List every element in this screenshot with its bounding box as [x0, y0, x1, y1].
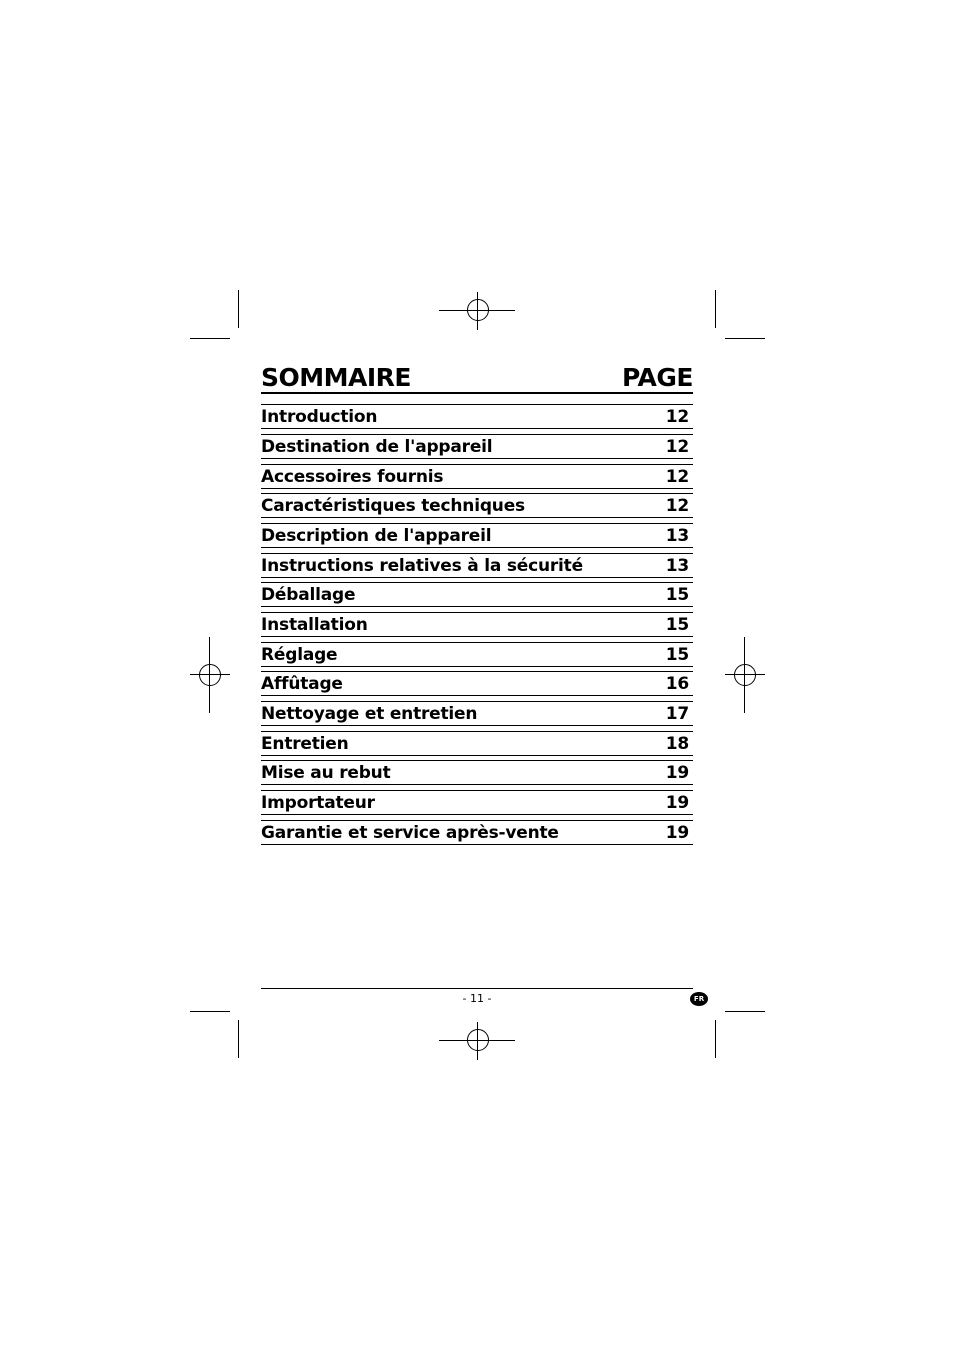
toc-title: Installation [261, 614, 368, 635]
registration-target-icon [199, 664, 221, 686]
toc-title: Entretien [261, 733, 349, 754]
toc-row[interactable] [261, 464, 693, 489]
toc-title: Nettoyage et entretien [261, 703, 478, 724]
registration-target-icon [467, 299, 489, 321]
toc-page: 12 [665, 436, 689, 457]
toc-row[interactable] [261, 434, 693, 459]
toc-page: 17 [665, 703, 689, 724]
toc-page: 12 [665, 495, 689, 516]
toc-row[interactable] [261, 523, 693, 548]
toc-page: 19 [665, 792, 689, 813]
registration-target-icon [734, 664, 756, 686]
toc-title: Garantie et service après-vente [261, 822, 559, 843]
toc-row[interactable] [261, 671, 693, 696]
heading-title: SOMMAIRE [261, 363, 411, 392]
toc-title: Affûtage [261, 673, 343, 694]
toc-page: 19 [665, 762, 689, 783]
toc-row[interactable] [261, 701, 693, 726]
toc-title: Déballage [261, 584, 356, 605]
toc-title: Accessoires fournis [261, 466, 444, 487]
toc-row[interactable] [261, 820, 693, 845]
toc-row[interactable] [261, 404, 693, 429]
toc-title: Introduction [261, 406, 378, 427]
toc-page: 12 [665, 406, 689, 427]
toc-title: Importateur [261, 792, 375, 813]
toc-page: 15 [665, 584, 689, 605]
toc-page: 12 [665, 466, 689, 487]
toc-row[interactable] [261, 731, 693, 756]
toc-page: 19 [665, 822, 689, 843]
toc-title: Réglage [261, 644, 338, 665]
toc-row[interactable] [261, 760, 693, 785]
toc-title: Mise au rebut [261, 762, 391, 783]
toc-row[interactable] [261, 612, 693, 637]
toc-row[interactable] [261, 790, 693, 815]
toc-page: 16 [665, 673, 689, 694]
toc-row[interactable] [261, 553, 693, 578]
toc-title: Caractéristiques techniques [261, 495, 525, 516]
registration-target-icon [467, 1029, 489, 1051]
toc-page: 18 [665, 733, 689, 754]
heading-page-label: PAGE [622, 363, 693, 392]
toc-title: Instructions relatives à la sécurité [261, 555, 583, 576]
toc-title: Description de l'appareil [261, 525, 492, 546]
toc-row[interactable] [261, 642, 693, 667]
language-badge-icon: FR [690, 992, 708, 1006]
footer-divider [261, 988, 693, 989]
toc-page: 15 [665, 614, 689, 635]
toc-page: 15 [665, 644, 689, 665]
toc-heading [261, 358, 693, 394]
toc-row[interactable] [261, 582, 693, 607]
page-number: - 11 - [462, 992, 492, 1005]
toc-title: Destination de l'appareil [261, 436, 493, 457]
toc-page: 13 [665, 555, 689, 576]
toc-page: 13 [665, 525, 689, 546]
toc-row[interactable] [261, 493, 693, 518]
